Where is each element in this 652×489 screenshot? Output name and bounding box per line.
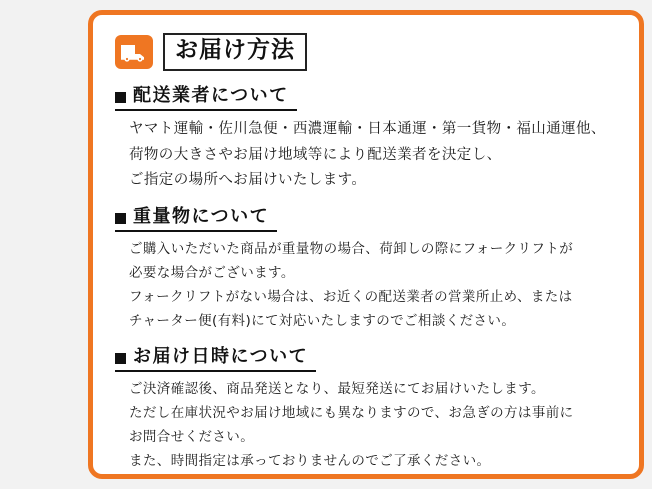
section-heading	[115, 346, 316, 373]
section-body	[115, 379, 621, 472]
section-delivery-date	[115, 346, 621, 472]
section-shipping-carriers	[115, 85, 621, 192]
body-line: お問合せください。	[129, 429, 255, 446]
section-heading	[115, 85, 297, 112]
section-title: 配送業者について	[133, 84, 289, 106]
bullet-square-icon	[115, 353, 126, 364]
section-title: お届け日時について	[133, 345, 309, 367]
section-body	[115, 239, 621, 332]
body-line: ただし在庫状況やお届け地域にも異なりますので、お急ぎの方は事前に	[129, 405, 574, 422]
card-content	[115, 33, 621, 475]
section-title: 重量物について	[133, 205, 270, 227]
body-line: ご決済確認後、商品発送となり、最短発送にてお届けいたします。	[129, 381, 545, 398]
body-line: また、時間指定は承っておりませんのでご了承ください。	[129, 452, 491, 469]
section-heavy-items	[115, 206, 621, 332]
section-body	[115, 118, 621, 191]
page-title: お届け方法	[163, 33, 307, 71]
body-line: フォークリフトがない場合は、お近くの配送業者の営業所止め、または	[129, 288, 573, 305]
section-heading	[115, 206, 277, 233]
bullet-square-icon	[115, 213, 126, 224]
body-line: チャーター便(有料)にて対応いたしますのでご相談ください。	[129, 312, 516, 329]
delivery-info-card	[88, 10, 644, 479]
body-line: ご購入いただいた商品が重量物の場合、荷卸しの際にフォークリフトが	[129, 241, 574, 257]
delivery-truck-icon	[115, 35, 153, 69]
body-line: 荷物の大きさやお届け地域等により配送業者を決定し、	[129, 146, 502, 163]
body-line: ご指定の場所へお届けいたします。	[129, 172, 367, 189]
body-line: 必要な場合がございます。	[129, 264, 295, 281]
card-header	[115, 33, 621, 71]
body-line: ヤマト運輸・佐川急便・西濃運輸・日本通運・第一貨物・福山通運他、	[129, 121, 606, 138]
bullet-square-icon	[115, 92, 126, 103]
